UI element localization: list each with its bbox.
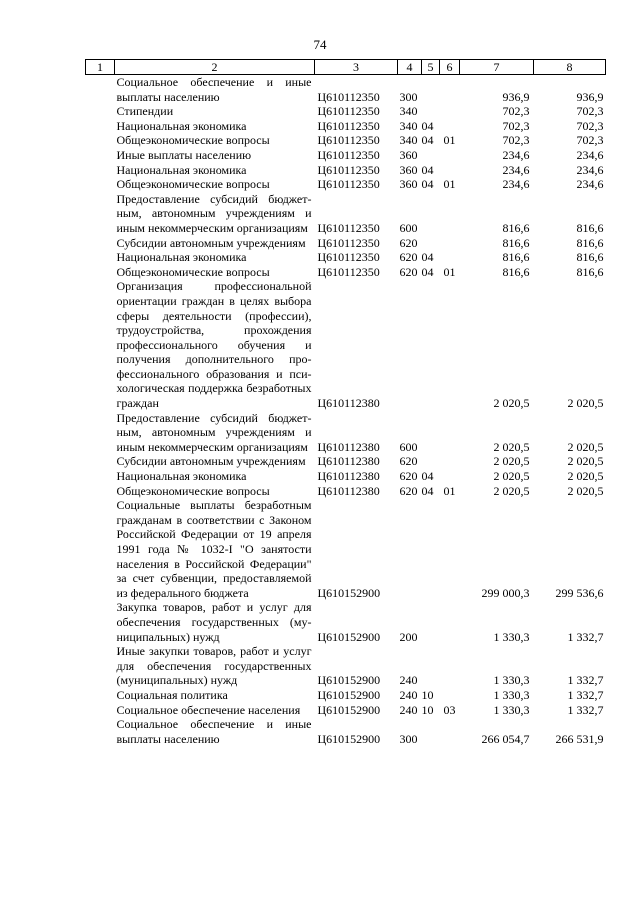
target-article-code: Ц610152900 [317,673,381,688]
amount-year-2: 1 332,7 [567,629,604,644]
section-code: 10 [421,687,434,702]
subsection-code [440,148,460,163]
target-article-code: Ц610152900 [317,629,381,644]
row-number-cell [86,104,115,119]
amount-year-1: 234,6 [502,162,530,177]
expense-type-code: 600 [399,220,418,235]
row-number-cell [86,133,115,148]
amount-year-2: 2 020,5 [567,454,604,469]
amount-year-2: 234,6 [576,177,604,192]
amount-year-1: 2 020,5 [493,454,530,469]
amount-year-2: 234,6 [576,147,604,162]
amount-year-1: 816,6 [502,235,530,250]
row-number-cell [86,119,115,134]
item-name: Субсидии автономным учреждениям [116,235,306,250]
section-code: 04 [421,133,434,148]
section-code: 04 [421,469,434,484]
item-name: Иные закупки товаров, работ и услуг для обеспечения государственных (муниципальных) нужд [116,644,312,688]
item-name: Организация профессиональной ориентации граждан в целях выбора сферы деятельности (профессии), трудоустройства, прохождения профессионального обучения и получения дополнительного профессионального образования и психологическая поддержка безработных граждан [116,279,312,411]
table-row [86,119,606,134]
item-name: Национальная экономика [116,469,247,484]
subsection-code [440,498,460,600]
expense-type-code: 340 [399,104,418,119]
expense-type-code: 620 [399,454,418,469]
expense-type-code [398,498,422,600]
row-number-cell [86,454,115,469]
expense-type-code: 340 [399,133,418,148]
expense-type-code: 620 [399,235,418,250]
subsection-code [440,469,460,484]
section-code [422,498,440,600]
amount-year-2: 2 020,5 [567,469,604,484]
row-number-cell [86,498,115,600]
table-row [86,133,606,148]
table-row [86,703,606,718]
target-article-code: Ц610152900 [317,687,381,702]
amount-year-1: 1 330,3 [493,687,530,702]
amount-year-2: 1 332,7 [567,702,604,717]
expense-type-code [398,279,422,410]
subsection-code: 01 [443,483,456,498]
expense-type-code: 360 [399,162,418,177]
table-row [86,104,606,119]
subsection-code [440,411,460,455]
row-number-cell [86,236,115,251]
amount-year-1: 816,6 [502,220,530,235]
column-header: 3 [315,60,398,75]
row-number-cell [86,600,115,644]
table-row [86,279,606,410]
amount-year-1: 936,9 [502,89,530,104]
expense-type-code: 240 [399,673,418,688]
subsection-code [440,163,460,178]
item-name: Национальная экономика [116,250,247,265]
item-name: Социальная политика [116,687,228,702]
table-row [86,600,606,644]
section-code [422,236,440,251]
section-code [422,644,440,688]
table-row [86,688,606,703]
table-row [86,250,606,265]
amount-year-2: 816,6 [576,250,604,265]
expense-type-code: 300 [399,731,418,746]
table-body [86,75,606,747]
table-row [86,469,606,484]
amount-year-1: 702,3 [502,133,530,148]
row-number-cell [86,411,115,455]
subsection-code [440,236,460,251]
amount-year-1: 702,3 [502,104,530,119]
amount-year-2: 936,9 [576,89,604,104]
subsection-code: 03 [443,702,456,717]
amount-year-1: 1 330,3 [493,629,530,644]
item-name: Стипендии [116,104,174,119]
expense-type-code: 360 [399,147,418,162]
item-name: Общеэкономические вопросы [116,177,270,192]
subsection-code [440,688,460,703]
subsection-code [440,454,460,469]
amount-year-2: 2 020,5 [567,483,604,498]
target-article-code: Ц610112380 [317,454,380,469]
table-row [86,411,606,455]
amount-year-1: 816,6 [502,264,530,279]
amount-year-2: 1 332,7 [567,687,604,702]
amount-year-2: 2 020,5 [567,439,604,454]
subsection-code: 01 [443,177,456,192]
section-code: 04 [421,250,434,265]
section-code [422,192,440,236]
subsection-code [440,600,460,644]
target-article-code: Ц610112350 [317,177,380,192]
row-number-cell [86,469,115,484]
target-article-code: Ц610112350 [317,250,380,265]
section-code [422,279,440,410]
expense-type-code: 240 [399,687,418,702]
amount-year-2: 266 531,9 [555,731,604,746]
target-article-code: Ц610112350 [317,118,380,133]
amount-year-1: 1 330,3 [493,702,530,717]
amount-year-1: 2 020,5 [493,396,530,411]
amount-year-2: 234,6 [576,162,604,177]
item-name: Национальная экономика [116,162,247,177]
amount-year-2: 2 020,5 [567,396,604,411]
section-code [422,600,440,644]
row-number-cell [86,703,115,718]
section-code [422,148,440,163]
section-code: 04 [421,162,434,177]
column-header: 7 [460,60,534,75]
section-code [422,75,440,105]
target-article-code: Ц610112350 [317,264,380,279]
amount-year-1: 2 020,5 [493,439,530,454]
column-header: 1 [86,60,115,75]
subsection-code [440,75,460,105]
item-name: Предоставление субсидий бюджетным, автономным учреждениям и иным некоммерческим организациям [116,410,312,454]
row-number-cell [86,265,115,280]
amount-year-2: 702,3 [576,133,604,148]
target-article-code: Ц610112350 [317,235,380,250]
target-article-code: Ц610112350 [317,89,380,104]
row-number-cell [86,717,115,746]
item-name: Иные выплаты населению [116,147,252,162]
target-article-code: Ц610152900 [317,585,381,600]
amount-year-1: 234,6 [502,177,530,192]
item-name: Национальная экономика [116,118,247,133]
target-article-code: Ц610112350 [317,220,380,235]
table-row [86,75,606,105]
column-header: 6 [440,60,460,75]
item-name: Закупка товаров, работ и услуг для обеспечения государственных (муниципальных) нужд [116,600,312,644]
expense-type-code: 620 [399,250,418,265]
table-row [86,265,606,280]
section-code [422,454,440,469]
subsection-code [440,192,460,236]
table-row [86,484,606,499]
expense-type-code: 600 [399,439,418,454]
subsection-code: 01 [443,133,456,148]
amount-year-1: 299 000,3 [481,585,530,600]
item-name: Социальное обеспечение населения [116,702,301,717]
amount-year-2: 816,6 [576,220,604,235]
table-row [86,454,606,469]
row-number-cell [86,75,115,105]
column-header: 8 [534,60,606,75]
amount-year-2: 702,3 [576,104,604,119]
subsection-code [440,279,460,410]
item-name: Предоставление субсидий бюджетным, автономным учреждениям и иным некоммерческим организациям [116,191,312,235]
budget-table [85,59,606,746]
row-number-cell [86,177,115,192]
expense-type-code: 360 [399,177,418,192]
target-article-code: Ц610112380 [317,439,380,454]
expense-type-code: 240 [399,702,418,717]
target-article-code: Ц610112350 [317,104,380,119]
section-code [422,411,440,455]
table-row [86,498,606,600]
amount-year-1: 702,3 [502,118,530,133]
amount-year-2: 1 332,7 [567,673,604,688]
amount-year-2: 816,6 [576,264,604,279]
section-code: 04 [421,264,434,279]
item-name: Субсидии автономным учреждениям [116,454,306,469]
amount-year-1: 2 020,5 [493,483,530,498]
table-row [86,163,606,178]
row-number-cell [86,644,115,688]
table-row [86,717,606,746]
section-code: 04 [421,483,434,498]
target-article-code: Ц610112350 [317,162,380,177]
section-code: 04 [421,118,434,133]
target-article-code: Ц610152900 [317,702,381,717]
table-row [86,236,606,251]
subsection-code [440,250,460,265]
amount-year-2: 299 536,6 [555,585,604,600]
expense-type-code: 620 [399,469,418,484]
subsection-code [440,644,460,688]
page-number: 74 [313,37,327,52]
row-number-cell [86,250,115,265]
section-code [422,717,440,746]
row-number-cell [86,148,115,163]
expense-type-code: 300 [399,89,418,104]
row-number-cell [86,192,115,236]
target-article-code: Ц610112380 [317,469,380,484]
subsection-code [440,717,460,746]
header-row [86,60,606,75]
amount-year-1: 1 330,3 [493,673,530,688]
item-name: Общеэкономические вопросы [116,483,270,498]
column-header: 4 [398,60,422,75]
expense-type-code: 620 [399,483,418,498]
subsection-code [440,104,460,119]
target-article-code: Ц610112380 [317,483,380,498]
table-row [86,644,606,688]
amount-year-1: 234,6 [502,147,530,162]
row-number-cell [86,279,115,410]
row-number-cell [86,163,115,178]
item-name: Общеэкономические вопросы [116,264,270,279]
amount-year-1: 2 020,5 [493,469,530,484]
target-article-code: Ц610112350 [317,133,380,148]
table-row [86,148,606,163]
expense-type-code: 620 [399,264,418,279]
target-article-code: Ц610112350 [317,147,380,162]
section-code [422,104,440,119]
item-name: Социальное обеспечение и иные выплаты населению [116,717,312,746]
amount-year-2: 816,6 [576,235,604,250]
column-header: 5 [422,60,440,75]
table-row [86,177,606,192]
section-code: 04 [421,177,434,192]
item-name: Социальные выплаты безработным гражданам в соответствии с Законом Российской Федерации от 19 апреля 1991 года № 1032-I "О занятости населения в Российской Федерации" за счет субвенции, предоставляемой из федерального бюджета [116,498,312,600]
subsection-code: 01 [443,264,456,279]
amount-year-2: 702,3 [576,118,604,133]
expense-type-code: 200 [399,629,418,644]
row-number-cell [86,688,115,703]
target-article-code: Ц610112380 [317,396,380,411]
table-row [86,192,606,236]
amount-year-1: 266 054,7 [481,731,530,746]
column-header: 2 [115,60,315,75]
expense-type-code: 340 [399,118,418,133]
amount-year-1: 816,6 [502,250,530,265]
item-name: Социальное обеспечение и иные выплаты населению [116,75,312,104]
row-number-cell [86,484,115,499]
target-article-code: Ц610152900 [317,731,381,746]
item-name: Общеэкономические вопросы [116,133,270,148]
subsection-code [440,119,460,134]
section-code: 10 [421,702,434,717]
